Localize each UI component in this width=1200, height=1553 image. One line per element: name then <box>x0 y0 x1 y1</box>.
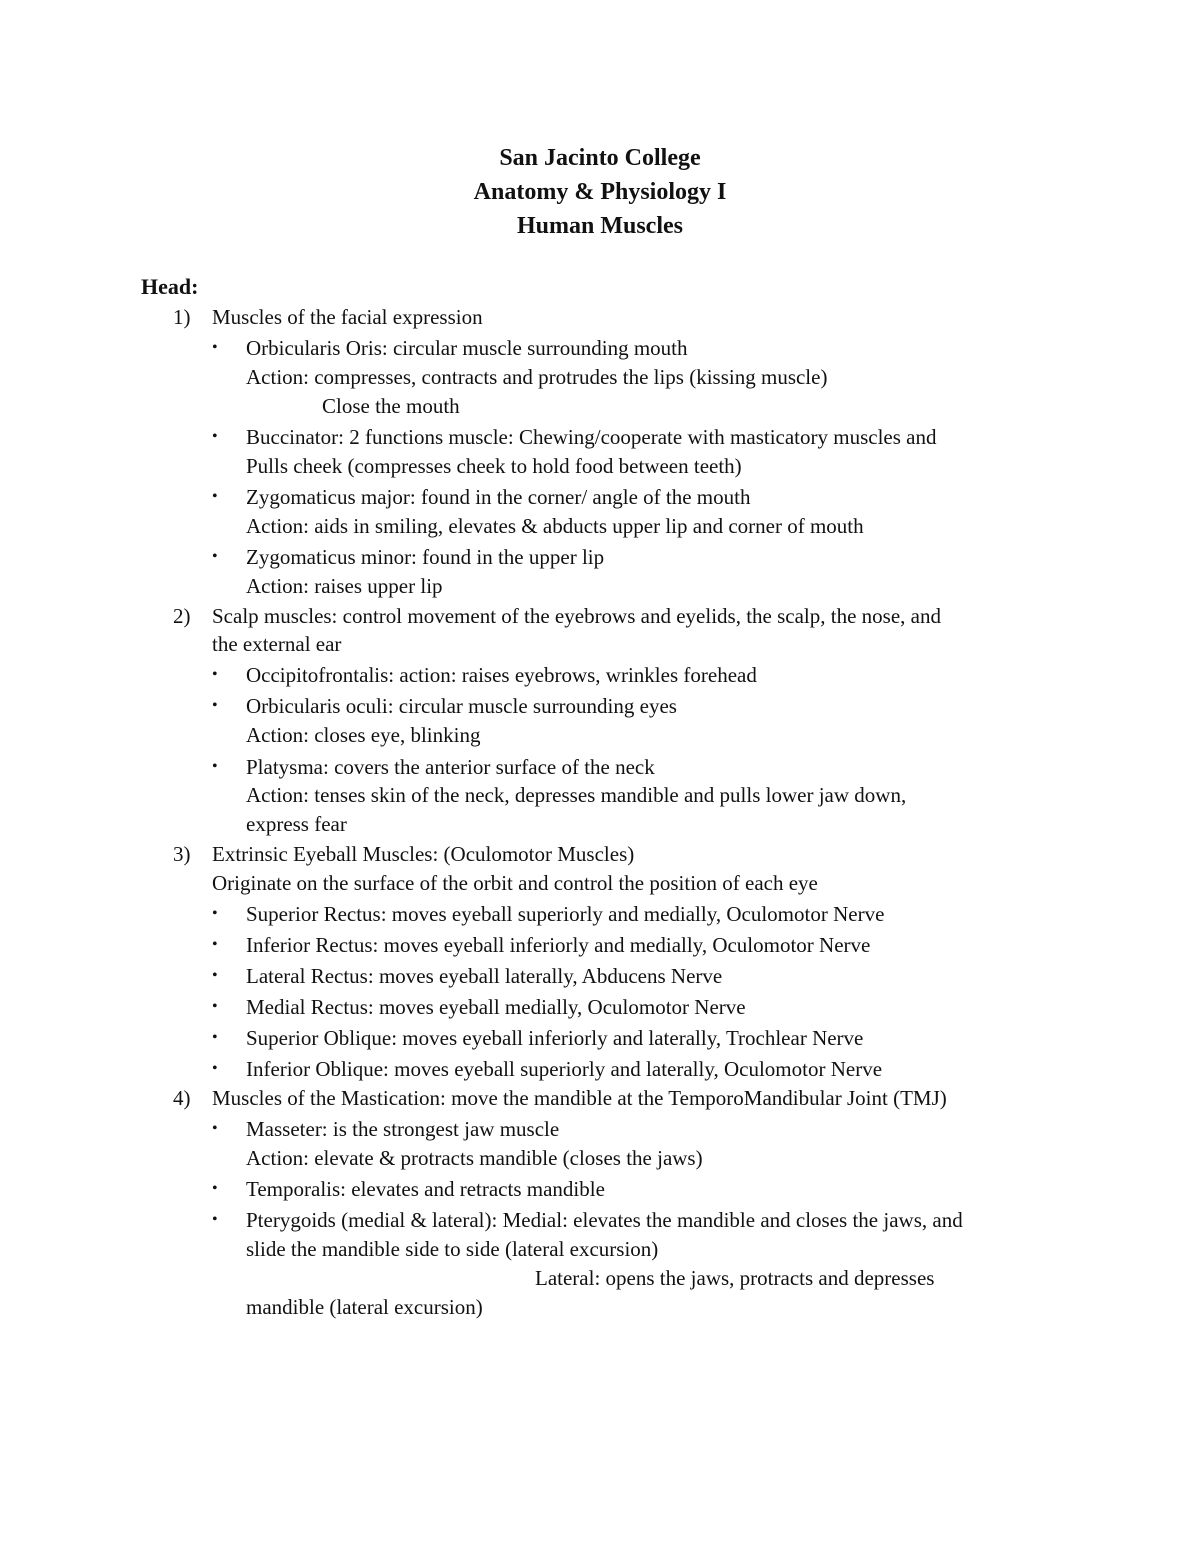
medial-rectus-item: Medial Rectus: moves eyeball medially, Oculomotor Nerve <box>246 995 746 1019</box>
course-title: Anatomy & Physiology I <box>473 179 727 205</box>
list-number-3: 3) <box>173 842 191 866</box>
orbicularis-oris-item: Orbicularis Oris: circular muscle surrounding mouth <box>246 336 688 360</box>
platysma-action-2: express fear <box>246 812 347 836</box>
masseter-item: Masseter: is the strongest jaw muscle <box>246 1117 560 1141</box>
superior-oblique-item: Superior Oblique: moves eyeball inferiorly and laterally, Trochlear Nerve <box>246 1026 864 1050</box>
orbicularis-oris-action-2: Close the mouth <box>322 394 460 418</box>
zygomaticus-minor-item: Zygomaticus minor: found in the upper lip <box>246 545 605 569</box>
pterygoids-lateral-continuation: mandible (lateral excursion) <box>246 1295 483 1319</box>
zygomaticus-major-item: Zygomaticus major: found in the corner/ angle of the mouth <box>246 485 751 509</box>
list-number-1: 1) <box>173 305 191 329</box>
pterygoids-lateral-text: Lateral: opens the jaws, protracts and depresses <box>535 1266 935 1290</box>
bullet-icon: • <box>212 1180 218 1197</box>
mastication-heading: Muscles of the Mastication: move the mandible at the TemporoMandibular Joint (TMJ) <box>212 1086 947 1110</box>
bullet-icon: • <box>212 758 218 775</box>
temporalis-item: Temporalis: elevates and retracts mandible <box>246 1177 605 1201</box>
facial-expression-heading: Muscles of the facial expression <box>212 305 483 329</box>
pterygoids-continuation: slide the mandible side to side (lateral excursion) <box>246 1237 659 1261</box>
orbicularis-oculi-item: Orbicularis oculi: circular muscle surrounding eyes <box>246 694 677 718</box>
list-number-2: 2) <box>173 604 191 628</box>
bullet-icon: • <box>212 339 218 356</box>
bullet-icon: • <box>212 967 218 984</box>
eyeball-muscles-subheading: Originate on the surface of the orbit and control the position of each eye <box>212 871 818 895</box>
lateral-rectus-item: Lateral Rectus: moves eyeball laterally, Abducens Nerve <box>246 964 723 988</box>
buccinator-item: Buccinator: 2 functions muscle: Chewing/cooperate with masticatory muscles and <box>246 425 937 449</box>
bullet-icon: • <box>212 666 218 683</box>
bullet-icon: • <box>212 488 218 505</box>
inferior-rectus-item: Inferior Rectus: moves eyeball inferiorly and medially, Oculomotor Nerve <box>246 933 871 957</box>
list-number-4: 4) <box>173 1086 191 1110</box>
bullet-icon: • <box>212 1120 218 1137</box>
bullet-icon: • <box>212 428 218 445</box>
superior-rectus-item: Superior Rectus: moves eyeball superiorly and medially, Oculomotor Nerve <box>246 902 885 926</box>
orbicularis-oris-action: Action: compresses, contracts and protrudes the lips (kissing muscle) <box>246 365 828 389</box>
pterygoids-item: Pterygoids (medial & lateral): Medial: elevates the mandible and closes the jaws, and <box>246 1208 963 1232</box>
bullet-icon: • <box>212 548 218 565</box>
zygomaticus-minor-action: Action: raises upper lip <box>246 574 443 598</box>
orbicularis-oculi-action: Action: closes eye, blinking <box>246 723 481 747</box>
scalp-muscles-heading-continuation: the external ear <box>212 632 342 656</box>
bullet-icon: • <box>212 1211 218 1228</box>
document-title: Human Muscles <box>516 213 683 239</box>
bullet-icon: • <box>212 998 218 1015</box>
bullet-icon: • <box>212 936 218 953</box>
eyeball-muscles-heading: Extrinsic Eyeball Muscles: (Oculomotor Muscles) <box>212 842 635 866</box>
zygomaticus-major-action: Action: aids in smiling, elevates & abducts upper lip and corner of mouth <box>246 514 864 538</box>
platysma-action: Action: tenses skin of the neck, depresses mandible and pulls lower jaw down, <box>246 783 907 807</box>
bullet-icon: • <box>212 905 218 922</box>
document-header <box>0 141 1200 243</box>
bullet-icon: • <box>212 697 218 714</box>
college-name: San Jacinto College <box>499 145 701 171</box>
buccinator-continuation: Pulls cheek (compresses cheek to hold food between teeth) <box>246 454 742 478</box>
bullet-icon: • <box>212 1060 218 1077</box>
bullet-icon: • <box>212 1029 218 1046</box>
platysma-item: Platysma: covers the anterior surface of the neck <box>246 755 655 779</box>
scalp-muscles-heading: Scalp muscles: control movement of the eyebrows and eyelids, the scalp, the nose, and <box>212 604 941 628</box>
inferior-oblique-item: Inferior Oblique: moves eyeball superiorly and laterally, Oculomotor Nerve <box>246 1057 883 1081</box>
occipitofrontalis-item: Occipitofrontalis: action: raises eyebrows, wrinkles forehead <box>246 663 757 687</box>
section-heading-head: Head: <box>141 274 199 299</box>
masseter-action: Action: elevate & protracts mandible (closes the jaws) <box>246 1146 703 1170</box>
